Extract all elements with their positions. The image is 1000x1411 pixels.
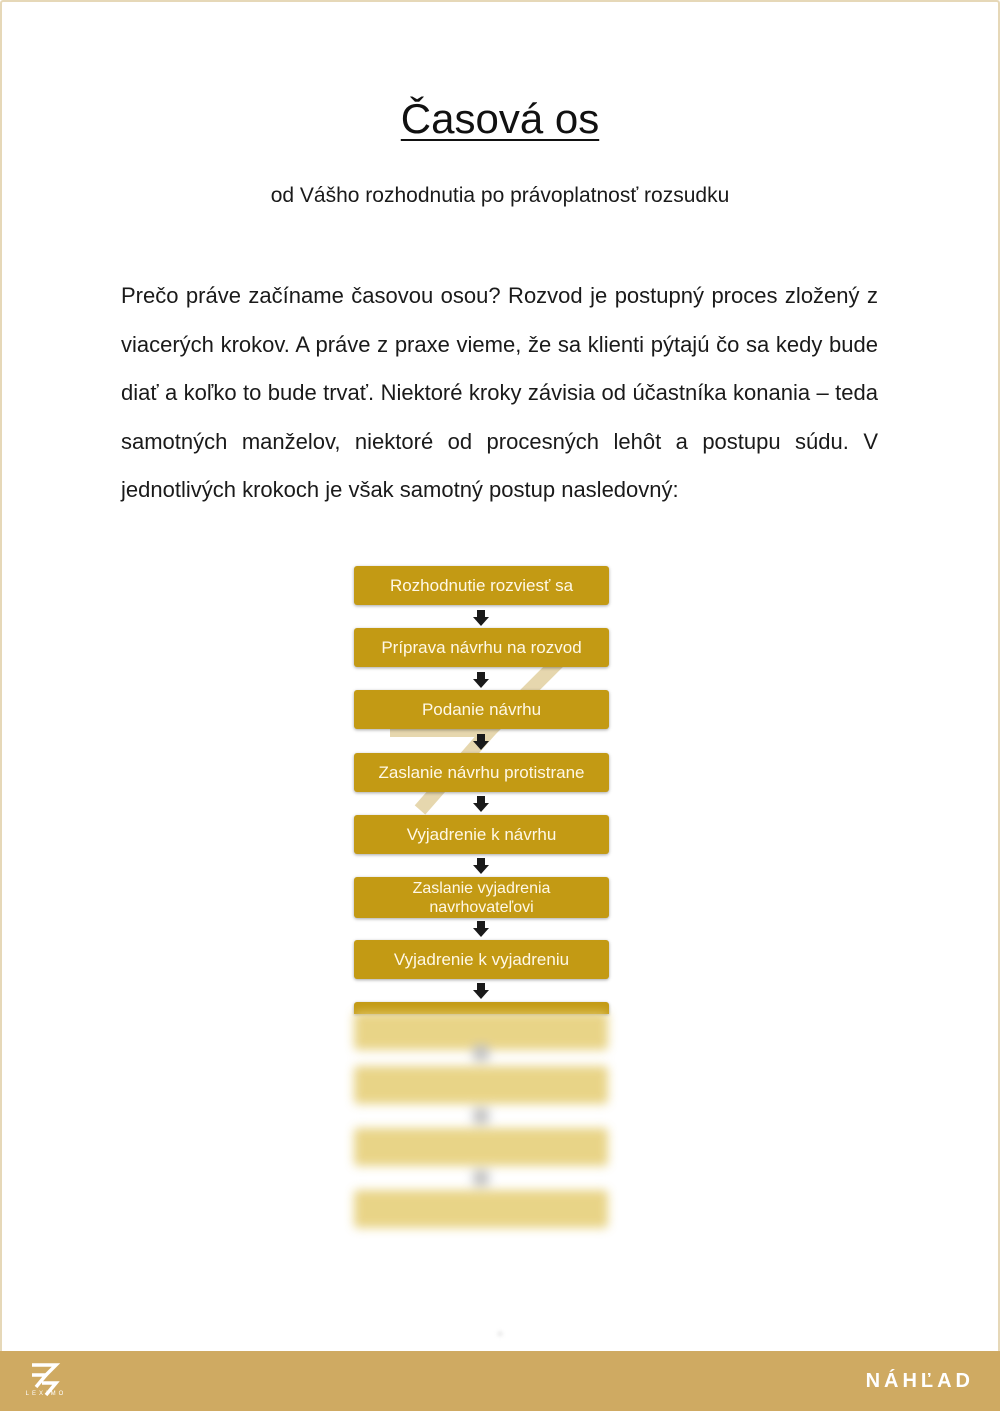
- blurred-step: [354, 1128, 608, 1166]
- blurred-arrow-icon: [473, 1108, 489, 1124]
- page-number-blurred: •: [497, 1326, 503, 1341]
- blurred-preview-content: [345, 1012, 617, 1237]
- footer-bar: [0, 1351, 1000, 1411]
- arrow-down-icon: [473, 858, 489, 874]
- arrow-down-icon: [473, 672, 489, 688]
- timeline-step: Zaslanie vyjadrenia navrhovateľovi: [354, 877, 609, 918]
- page-subtitle: od Vášho rozhodnutia po právoplatnosť rozsudku: [270, 184, 730, 207]
- page-title-text: Časová os: [400, 95, 600, 142]
- arrow-down-icon: [473, 734, 489, 750]
- blurred-arrow-icon: [473, 1045, 489, 1061]
- timeline-step: Vyjadrenie k vyjadreniu: [354, 940, 609, 979]
- arrow-down-icon: [473, 921, 489, 937]
- arrow-down-icon: [473, 610, 489, 626]
- intro-paragraph: Prečo práve začíname časovou osou? Rozvod je postupný proces zložený z viacerých krokov. A práve z praxe vieme, že sa klienti pýtajú čo sa kedy bude diať a koľko to bude trvať. Niektoré kroky závisia od účastníka konania – teda samotných manželov, niektoré od procesných lehôt a postupu súdu. V jednotlivých krokoch je však samotný postup nasledovný:: [121, 283, 878, 502]
- blurred-step: [354, 1066, 608, 1104]
- timeline-step: Zaslanie návrhu protistrane: [354, 753, 609, 792]
- arrow-down-icon: [473, 983, 489, 999]
- timeline-step: Vyjadrenie k návrhu: [354, 815, 609, 854]
- preview-label: NÁHĽAD: [865, 1370, 974, 1392]
- blurred-arrow-icon: [473, 1170, 489, 1186]
- timeline-step: Rozhodnutie rozviesť sa: [354, 566, 609, 605]
- logo-wordmark: LEXIMO: [25, 1391, 67, 1397]
- timeline-step: Príprava návrhu na rozvod: [354, 628, 609, 667]
- timeline-step: Podanie návrhu: [354, 690, 609, 729]
- page-title: [0, 95, 1000, 143]
- blurred-step: [354, 1190, 608, 1228]
- leximo-logo-icon: [22, 1361, 66, 1407]
- arrow-down-icon: [473, 796, 489, 812]
